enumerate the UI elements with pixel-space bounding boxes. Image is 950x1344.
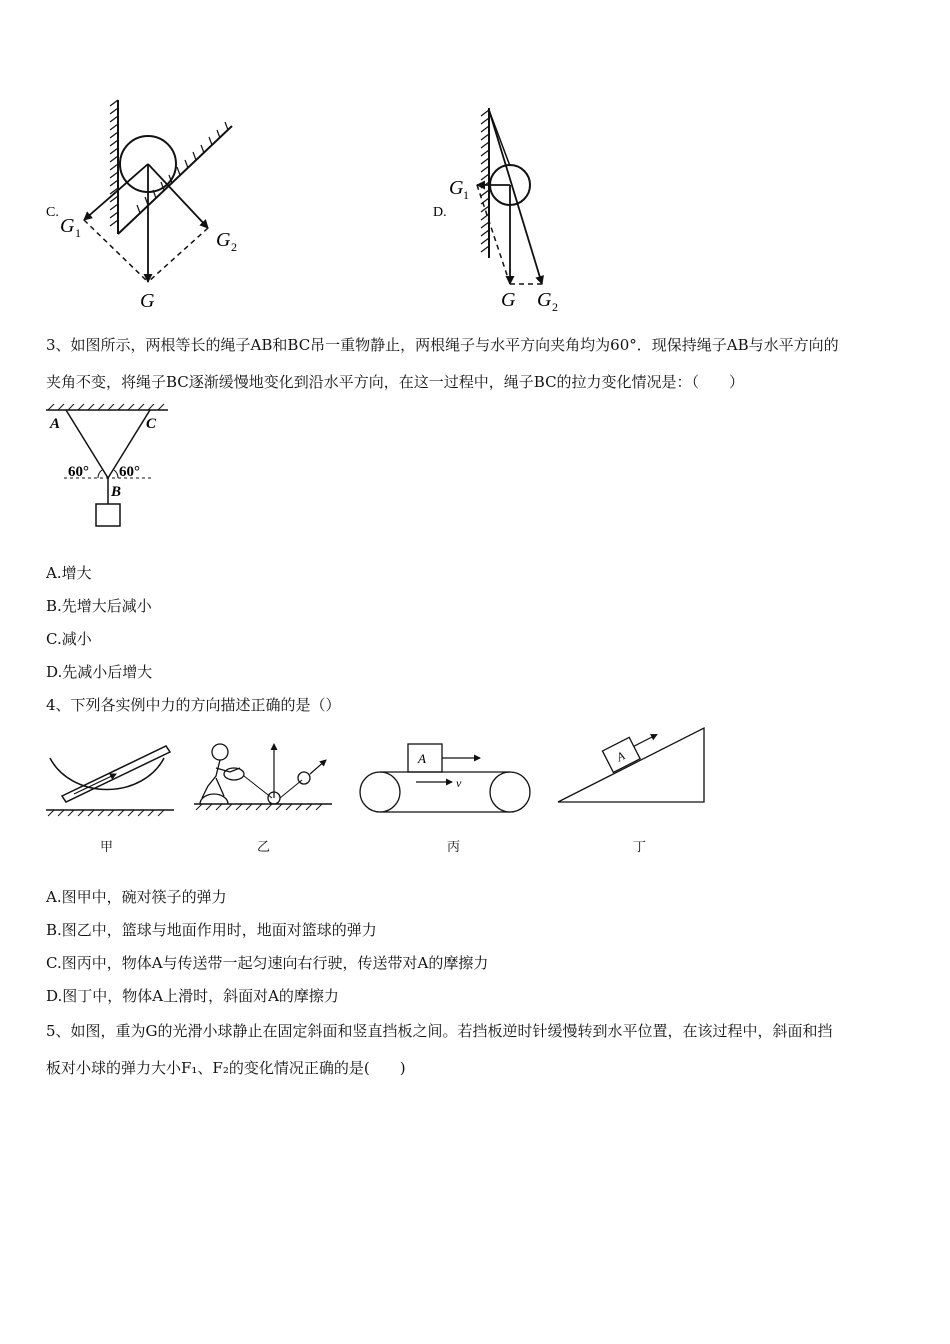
q5-stem-line2: 板对小球的弹力大小F₁、F₂的变化情况正确的是( )	[46, 1059, 406, 1077]
q3-option-a: A.增大	[46, 564, 92, 582]
q4-stem: 4、下列各实例中力的方向描述正确的是（）	[46, 696, 341, 714]
q4-figure-jia	[44, 738, 176, 822]
q4-label-yi: 乙	[257, 840, 271, 855]
q3-label-a: A	[50, 416, 61, 432]
q3-label-b: B	[111, 484, 122, 500]
d-g1-label: G	[449, 177, 464, 199]
q4-figure-bing	[356, 738, 536, 818]
q4-figure-yi	[194, 738, 334, 814]
q4-option-d: D.图丁中，物体A上滑时，斜面对A的摩擦力	[46, 987, 339, 1005]
c-g2-sub: 2	[231, 240, 237, 254]
q4-label-ding: 丁	[633, 840, 647, 855]
c-g2-label: G	[216, 229, 231, 251]
q4-option-a: A.图甲中，碗对筷子的弹力	[46, 888, 227, 906]
option-c-label: C.	[46, 205, 59, 220]
q4-option-c: C.图丙中，物体A与传送带一起匀速向右行驶，传送带对A的摩擦力	[46, 954, 489, 972]
d-g2-sub: 2	[552, 300, 558, 314]
option-d-label: D.	[433, 205, 447, 220]
q3-angle-left: 60°	[68, 464, 89, 480]
figure-option-c	[40, 92, 260, 320]
q3-option-b: B.先增大后减小	[46, 597, 152, 615]
q4-figure-ding	[552, 722, 712, 808]
figure-option-d	[425, 100, 595, 315]
c-g-label: G	[140, 290, 155, 312]
q3-option-d: D.先减小后增大	[46, 663, 153, 681]
d-g-label: G	[501, 289, 516, 311]
c-g1-sub: 1	[75, 226, 81, 240]
q3-angle-right: 60°	[119, 464, 140, 480]
q3-stem-line1: 3、如图所示，两根等长的绳子AB和BC吊一重物静止，两根绳子与水平方向夹角均为60°．现保持绳子AB与水平方向的	[46, 336, 839, 354]
c-g1-label: G	[60, 215, 75, 237]
q3-option-c: C.减小	[46, 630, 92, 648]
q3-stem-line2: 夹角不变，将绳子BC逐渐缓慢地变化到沿水平方向，在这一过程中，绳子BC的拉力变化情况是：（ ）	[46, 373, 745, 391]
q4-label-bing: 丙	[447, 840, 461, 855]
q4-ding-block-label: A	[614, 748, 628, 765]
d-g1-sub: 1	[463, 188, 469, 202]
q3-label-c: C	[146, 416, 157, 432]
q4-velocity-label: v	[456, 776, 462, 790]
q4-label-jia: 甲	[100, 840, 114, 855]
q4-option-b: B.图乙中，篮球与地面作用时，地面对篮球的弹力	[46, 921, 377, 939]
q5-stem-line1: 5、如图，重为G的光滑小球静止在固定斜面和竖直挡板之间。若挡板逆时针缓慢转到水平位置，在该过程中，斜面和挡	[46, 1022, 833, 1040]
d-g2-label: G	[537, 289, 552, 311]
q4-bing-block-label: A	[418, 751, 426, 766]
q3-figure	[44, 402, 174, 532]
